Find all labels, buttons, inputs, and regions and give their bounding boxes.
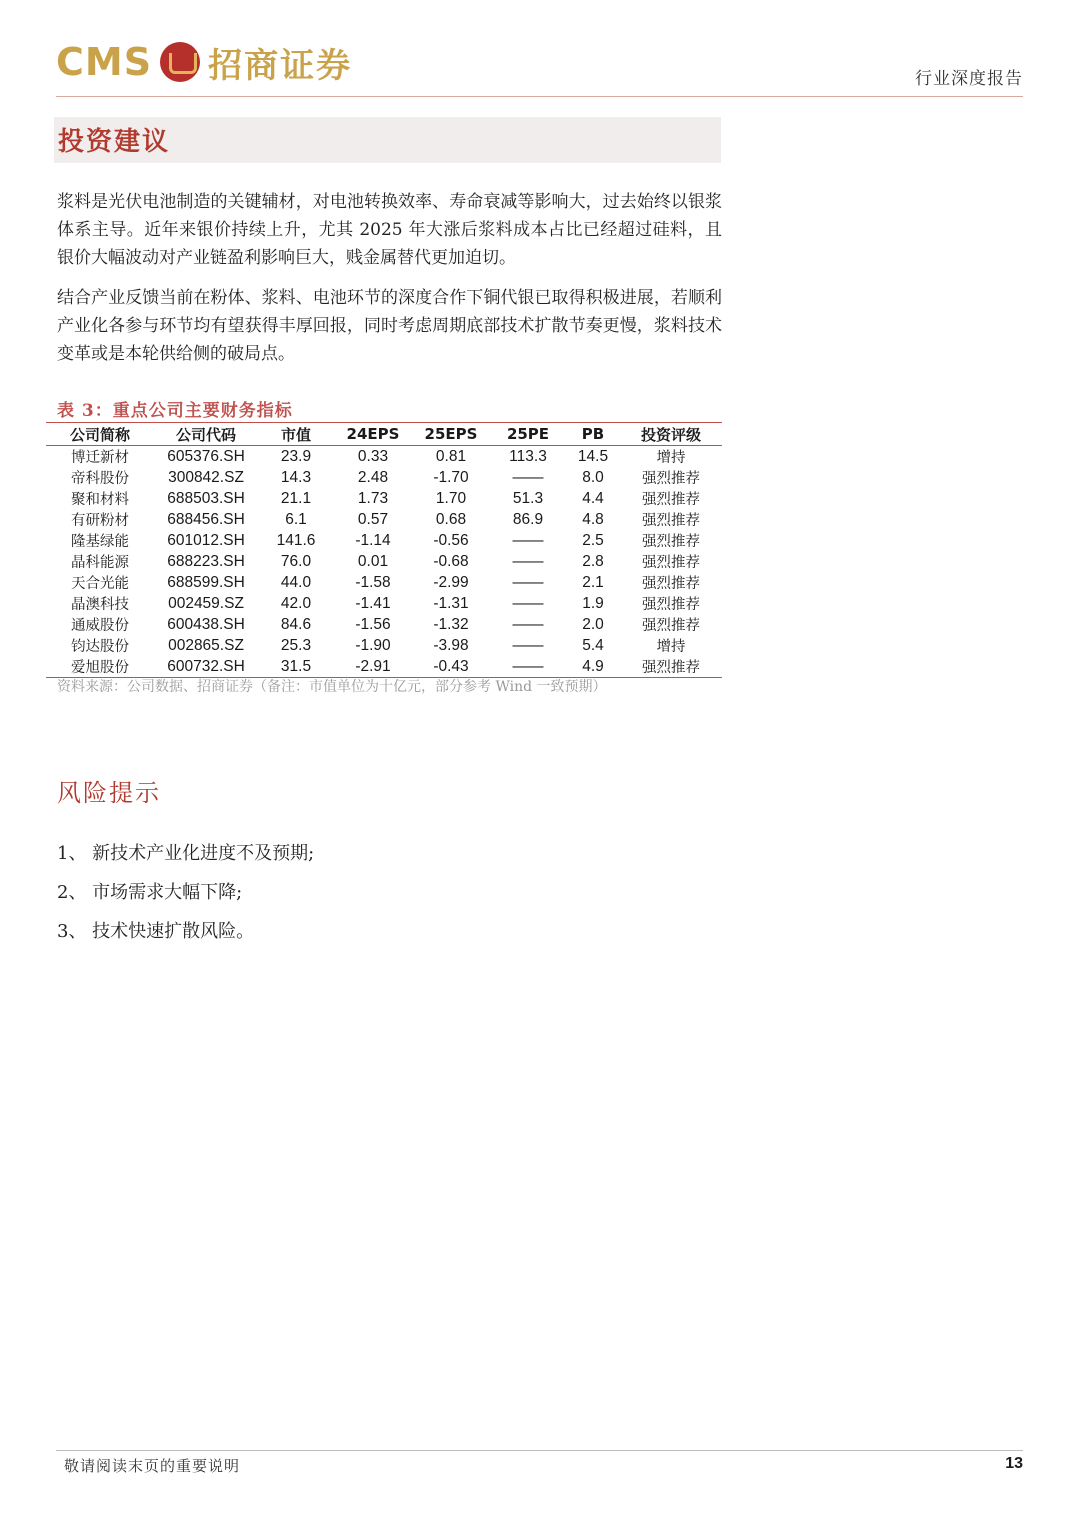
cell: 5.4 [582, 636, 604, 654]
cell: -0.56 [433, 531, 469, 549]
col-header: PB [566, 423, 620, 446]
cell: 300842.SZ [168, 468, 244, 486]
table-row [46, 509, 722, 530]
cell: —— [512, 636, 544, 654]
cell: 帝科股份 [71, 471, 129, 487]
risk-item: 2、 市场需求大幅下降; [57, 882, 243, 903]
cell: -1.32 [433, 615, 469, 633]
report-type: 行业深度报告 [915, 69, 1023, 89]
cell: 0.01 [357, 552, 389, 570]
cell: -1.58 [355, 573, 391, 591]
paragraph-2: 结合产业反馈当前在粉体、浆料、电池环节的深度合作下铜代银已取得积极进展，若顺利产业化各参与环节均有望获得丰厚回报，同时考虑周期底部技术扩散节奏更慢，浆料技术变革或是本轮供给侧的破局点。 [57, 288, 722, 364]
table-row [46, 551, 722, 572]
cell: 2.1 [582, 573, 604, 591]
cell: 14.5 [577, 447, 609, 465]
cell: 钧达股份 [71, 639, 129, 655]
cell: —— [512, 531, 544, 549]
cell: 有研粉材 [71, 513, 129, 529]
cell: 002865.SZ [168, 636, 244, 654]
cell: -1.31 [433, 594, 469, 612]
cell: 强烈推荐 [642, 471, 700, 487]
footer-divider [56, 1450, 1023, 1451]
cell: 0.33 [357, 447, 389, 465]
cell: 爱旭股份 [46, 656, 154, 678]
cell: 强烈推荐 [620, 656, 722, 678]
table-row [46, 446, 722, 468]
cell: 博迁新材 [71, 450, 129, 466]
table-title: 表 3：重点公司主要财务指标 [57, 401, 293, 421]
section-title: 投资建议 [58, 127, 171, 157]
logo-cn-text: 招商证券 [208, 45, 353, 86]
cell: -0.43 [412, 656, 490, 678]
table-row [46, 530, 722, 551]
logo-emblem-icon [160, 42, 200, 82]
cell: 600732.SH [154, 656, 258, 678]
cell: —— [512, 615, 544, 633]
cell: 688223.SH [167, 552, 245, 570]
cell: 0.81 [435, 447, 467, 465]
cell: 4.8 [582, 510, 604, 528]
cell: 4.9 [566, 656, 620, 678]
cell: —— [512, 573, 544, 591]
table-row [46, 488, 722, 509]
logo-cms-text: CMS [56, 40, 153, 84]
cell: -1.41 [355, 594, 391, 612]
table-row [46, 656, 722, 678]
cell: 42.0 [280, 594, 312, 612]
cell: 2.8 [582, 552, 604, 570]
cell: -2.91 [334, 656, 412, 678]
cell: -1.56 [355, 615, 391, 633]
cell: 6.1 [285, 510, 307, 528]
col-header: 投资评级 [620, 423, 722, 446]
cell: 聚和材料 [71, 492, 129, 508]
paragraph-1: 浆料是光伏电池制造的关键辅材，对电池转换效率、寿命衰减等影响大，过去始终以银浆体系主导。近年来银价持续上升，尤其 2025 年大涨后浆料成本占比已经超过硅料，且银价大幅波动对产业链盈利影响巨大，贱金属替代更加迫切。 [57, 192, 722, 268]
cell: 688456.SH [167, 510, 245, 528]
cell: -3.98 [433, 636, 469, 654]
table-source-note: 资料来源：公司数据、招商证券（备注：市值单位为十亿元，部分参考 Wind 一致预期） [57, 679, 607, 695]
cell: -1.70 [433, 468, 469, 486]
col-header: 25EPS [412, 423, 490, 446]
footer-notice: 敬请阅读末页的重要说明 [64, 1457, 241, 1475]
cell: 1.73 [357, 489, 389, 507]
col-header: 市值 [258, 423, 334, 446]
cell: 0.68 [435, 510, 467, 528]
cell: 25.3 [280, 636, 312, 654]
header-divider [56, 96, 1023, 97]
cell: 强烈推荐 [642, 513, 700, 529]
cell: 44.0 [280, 573, 312, 591]
cell: 23.9 [280, 447, 312, 465]
cell: 002459.SZ [168, 594, 244, 612]
cell: 增持 [656, 450, 686, 466]
cell: 1.9 [582, 594, 604, 612]
cell: —— [512, 552, 544, 570]
cell: 强烈推荐 [642, 618, 700, 634]
cell: -1.90 [355, 636, 391, 654]
cell: —— [512, 468, 544, 486]
cell: 51.3 [512, 489, 544, 507]
cell: 84.6 [280, 615, 312, 633]
cell: 天合光能 [71, 576, 129, 592]
section-heading-investment [54, 117, 721, 163]
cell: 隆基绿能 [71, 534, 129, 550]
cell: 688503.SH [167, 489, 245, 507]
risk-item: 3、 技术快速扩散风险。 [57, 921, 255, 942]
cell: 通威股份 [71, 618, 129, 634]
cell: 1.70 [435, 489, 467, 507]
col-header: 24EPS [334, 423, 412, 446]
cell: 688599.SH [167, 573, 245, 591]
cell: -2.99 [433, 573, 469, 591]
cell: 强烈推荐 [642, 576, 700, 592]
cell: —— [490, 656, 566, 678]
cell: 31.5 [258, 656, 334, 678]
cell: 76.0 [280, 552, 312, 570]
col-header: 25PE [490, 423, 566, 446]
cell: 0.57 [357, 510, 389, 528]
cell: 2.48 [357, 468, 389, 486]
table-row [46, 572, 722, 593]
table-header-row [46, 423, 722, 446]
cell: —— [512, 594, 544, 612]
col-header: 公司简称 [46, 423, 154, 446]
cell: 141.6 [276, 531, 316, 549]
risk-section-title: 风险提示 [57, 779, 161, 807]
cell: 晶科能源 [71, 555, 129, 571]
cell: 强烈推荐 [642, 534, 700, 550]
table-row [46, 635, 722, 656]
cell: 4.4 [582, 489, 604, 507]
cell: 2.0 [582, 615, 604, 633]
col-header: 公司代码 [154, 423, 258, 446]
table-row [46, 467, 722, 488]
cell: 晶澳科技 [71, 597, 129, 613]
cell: 14.3 [280, 468, 312, 486]
cell: 8.0 [582, 468, 604, 486]
risk-item: 1、 新技术产业化进度不及预期; [57, 843, 315, 864]
cell: 605376.SH [167, 447, 245, 465]
table-row [46, 614, 722, 635]
table-row [46, 593, 722, 614]
cell: 增持 [656, 639, 686, 655]
cell: -1.14 [355, 531, 391, 549]
cell: 强烈推荐 [642, 555, 700, 571]
cell: 21.1 [280, 489, 312, 507]
cell: 2.5 [582, 531, 604, 549]
cell: 86.9 [512, 510, 544, 528]
cell: 600438.SH [167, 615, 245, 633]
cell: 强烈推荐 [642, 597, 700, 613]
company-logo [56, 38, 352, 86]
cell: 113.3 [509, 447, 547, 465]
cell: 强烈推荐 [642, 492, 700, 508]
page-number: 13 [1005, 1455, 1023, 1472]
financial-table [46, 422, 722, 678]
cell: 601012.SH [167, 531, 245, 549]
cell: -0.68 [433, 552, 469, 570]
